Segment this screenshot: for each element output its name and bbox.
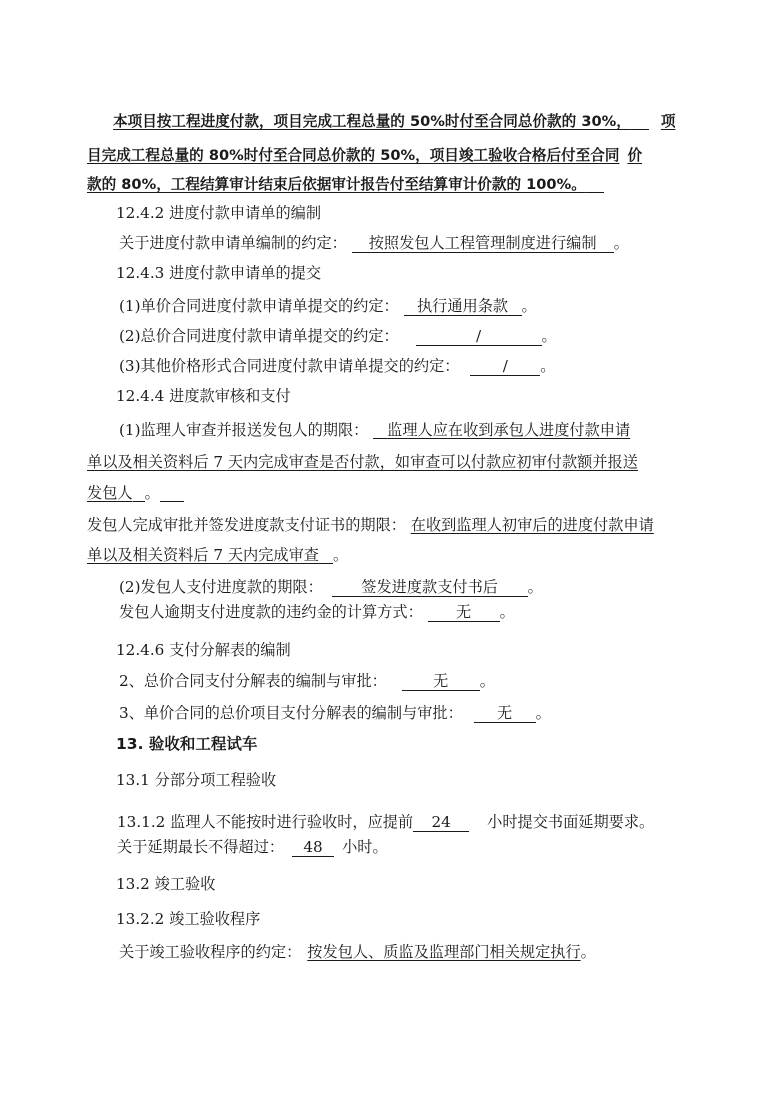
intro-line-2 (87, 146, 642, 166)
label-12-4-3-3: (3)其他价格形式合同进度付款申请单提交的约定： (119, 357, 460, 375)
period: 。 (541, 327, 557, 345)
unit-extension: 小时。 (342, 838, 388, 856)
period: 。 (521, 297, 537, 315)
period: 。 (527, 578, 543, 596)
intro-line-3 (87, 175, 604, 195)
label-12-4-3-2: (2)总价合同进度付款申请单提交的约定： (119, 327, 399, 345)
period: 。 (613, 234, 629, 252)
value-procedure: 按发包人、质监及监理部门相关规定执行 (307, 943, 581, 961)
period: 。 (580, 943, 596, 961)
label-12-4-4-approve: 发包人完成审批并签发进度款支付证书的期限： (87, 516, 406, 534)
label-12-4-4-1: (1)监理人审查并报送发包人的期限： (119, 421, 369, 439)
row-12-4-4-approve-b (87, 545, 348, 565)
value-12-4-4-1-c: 发包人 (87, 484, 133, 502)
value-extension: 48 (292, 838, 334, 857)
row-12-4-4-overdue (119, 602, 515, 622)
intro-text-3: 款的 80%，工程结算审计结束后依据审计报告付至结算审计价款的 100%。 (87, 176, 586, 193)
row-12-4-6-item2 (119, 671, 495, 691)
value-12-4-4-1-b: 单以及相关资料后 7 天内完成审查是否付款，如审查可以付款应初审付款额并报送 (87, 453, 638, 471)
value-12-4-3-1: 执行通用条款 (404, 297, 522, 316)
value-12-4-4-approve-a: 在收到监理人初审后的进度付款申请 (410, 516, 654, 534)
heading-12-4-4: 12.4.4 进度款审核和支付 (116, 387, 291, 405)
period: 。 (499, 603, 515, 621)
label-12-4-6-3: 3、单价合同的总价项目支付分解表的编制与审批： (119, 704, 463, 722)
row-12-4-3-item3 (119, 356, 555, 376)
value-12-4-2: 按照发包人工程管理制度进行编制 (352, 234, 614, 253)
label-12-4-3-1: (1)单价合同进度付款申请单提交的约定： (119, 297, 399, 315)
label-extension: 关于延期最长不得超过： (117, 838, 285, 856)
heading-12-4-3: 12.4.3 进度付款申请单的提交 (116, 264, 322, 282)
value-12-4-6-2: 无 (402, 672, 480, 691)
period: 。 (144, 484, 160, 502)
label-12-4-4-2: (2)发包人支付进度款的期限： (119, 578, 323, 596)
heading-13-2: 13.2 竣工验收 (116, 875, 216, 893)
row-12-4-4-approve-a (87, 515, 654, 535)
value-12-4-3-3: / (470, 357, 540, 376)
heading-12-4-6: 12.4.6 支付分解表的编制 (116, 641, 291, 659)
heading-12-4-2: 12.4.2 进度付款申请单的编制 (116, 204, 322, 222)
row-12-4-3-item2 (119, 326, 557, 346)
period: 。 (479, 672, 495, 690)
value-12-4-4-1-a: 监理人应在收到承包人进度付款申请 (387, 421, 631, 439)
heading-13-2-2: 13.2.2 竣工验收程序 (116, 910, 261, 928)
value-12-4-4-2: 签发进度款支付书后 (332, 578, 528, 597)
label-12-4-6-2: 2、总价合同支付分解表的编制与审批： (119, 672, 387, 690)
intro-tail-1: 项 (660, 113, 676, 130)
label-12-4-2: 关于进度付款申请单编制的约定： (119, 234, 347, 252)
row-13-1-2 (117, 812, 654, 832)
value-12-4-4-overdue: 无 (428, 603, 500, 622)
row-13-1-2-extension (117, 837, 388, 857)
row-12-4-4-item1-a (119, 420, 630, 440)
row-13-2-2-procedure (119, 942, 596, 962)
intro-line-1 (113, 112, 675, 132)
row-12-4-4-item1-b (87, 452, 638, 472)
label-13-1-2-a: 13.1.2 监理人不能按时进行验收时，应提前 (117, 813, 414, 831)
intro-text-2: 目完成工程总量的 80%时付至合同总价款的 50%，项目竣工验收合格后付至合同 (87, 147, 620, 164)
period: 。 (332, 546, 349, 564)
value-12-4-6-3: 无 (474, 704, 536, 723)
heading-13: 13. 验收和工程试车 (116, 735, 258, 753)
row-12-4-3-item1 (119, 296, 537, 316)
intro-text-1: 本项目按工程进度付款，项目完成工程总量的 50%时付至合同总价款的 30%， (113, 113, 631, 130)
label-procedure: 关于竣工验收程序的约定： (119, 943, 302, 961)
period: 。 (535, 704, 551, 722)
value-13-1-2: 24 (413, 813, 469, 832)
intro-tail-2: 价 (627, 147, 643, 164)
heading-13-1: 13.1 分部分项工程验收 (116, 771, 277, 789)
row-12-4-4-item1-c (87, 483, 184, 503)
label-13-1-2-b: 小时提交书面延期要求。 (487, 813, 655, 831)
value-12-4-4-approve-b: 单以及相关资料后 7 天内完成审查 (87, 546, 319, 564)
row-12-4-4-item2 (119, 577, 543, 597)
row-12-4-6-item3 (119, 703, 551, 723)
value-12-4-3-2: / (416, 327, 542, 346)
label-12-4-4-overdue: 发包人逾期支付进度款的违约金的计算方式： (119, 603, 423, 621)
row-12-4-2-agreement (119, 233, 629, 253)
period: 。 (540, 357, 556, 375)
